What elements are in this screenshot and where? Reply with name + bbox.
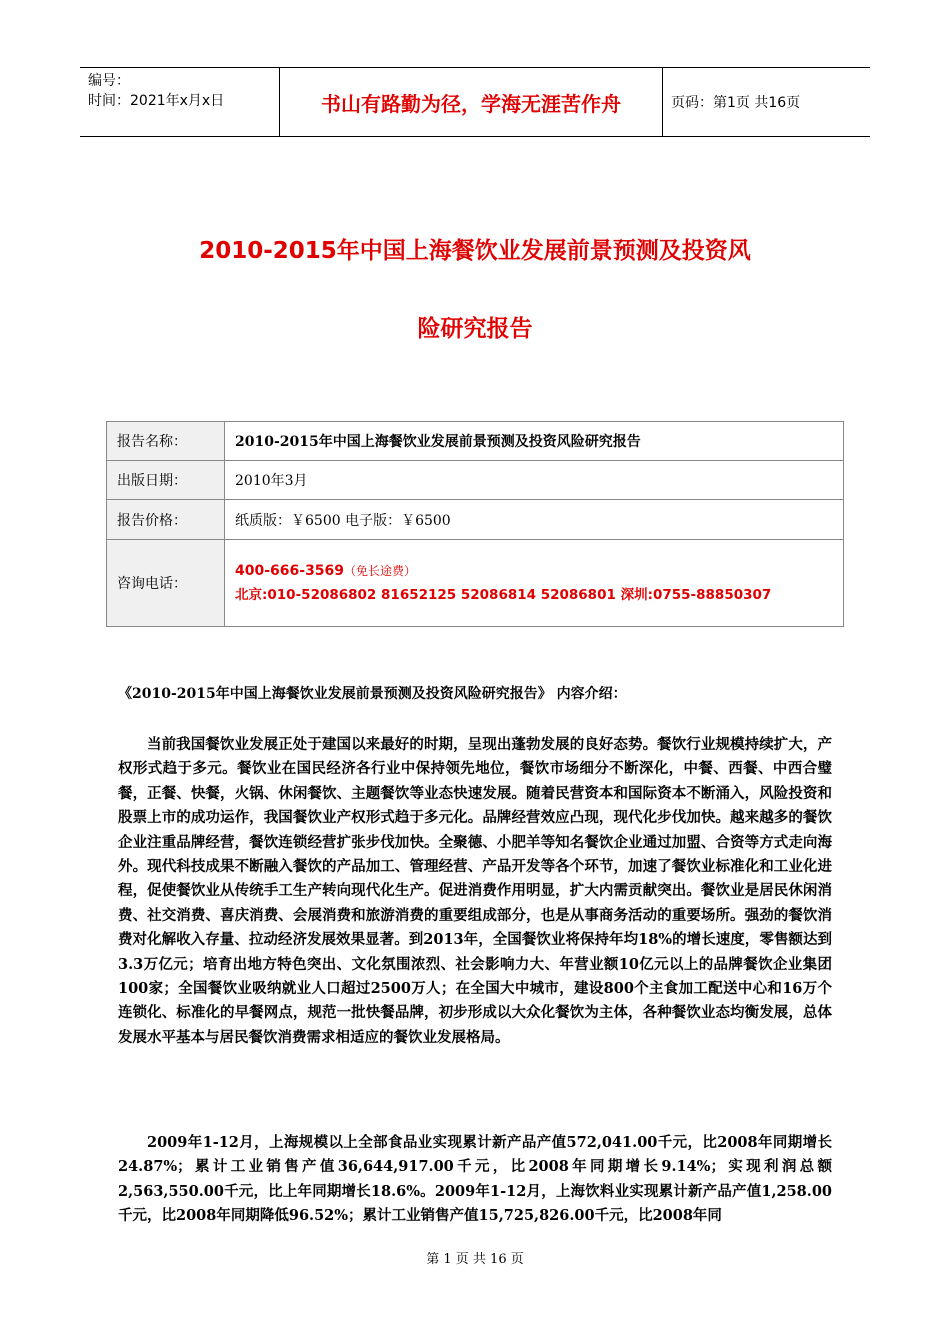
publish-date-value: 2010年3月 (225, 461, 844, 500)
report-name-label: 报告名称： (107, 422, 225, 461)
header-page-number: 页码：第1页 共16页 (671, 95, 801, 111)
publish-date-label: 出版日期： (107, 461, 225, 500)
header-meta (80, 68, 280, 136)
document-number: 编号： (88, 73, 130, 89)
intro-heading: 《2010-2015年中国上海餐饮业发展前景预测及投资风险研究报告》 内容介绍： (118, 686, 627, 702)
row-phone (107, 540, 844, 627)
row-price (107, 500, 844, 540)
city-phone-numbers: 北京:010-52086802 81652125 52086814 52086801 深圳:0755-88850307 (235, 587, 772, 603)
document-time: 时间：2021年x月x日 (88, 93, 225, 109)
report-info-table (106, 421, 844, 627)
hotline-note: （免长途费） (344, 564, 417, 578)
row-publish-date (107, 461, 844, 500)
price-label: 报告价格： (107, 500, 225, 540)
report-title-line1: 2010-2015年中国上海餐饮业发展前景预测及投资风 (199, 238, 751, 264)
header-motto: 书山有路勤为径，学海无涯苦作舟 (280, 68, 663, 136)
phone-label: 咨询电话： (107, 540, 225, 627)
report-title-line2: 险研究报告 (417, 316, 533, 342)
row-report-name (107, 422, 844, 461)
price-value: 纸质版：￥6500 电子版：￥6500 (225, 500, 844, 540)
page-header (80, 67, 870, 137)
hotline-number: 400-666-3569 (235, 563, 345, 579)
page-footer: 第 1 页 共 16 页 (426, 1252, 524, 1267)
content-paragraph-1: 当前我国餐饮业发展正处于建国以来最好的时期，呈现出蓬勃发展的良好态势。餐饮行业规模持续扩大，产权形式趋于多元。餐饮业在国民经济各行业中保持领先地位，餐饮市场细分不断深化，中餐、西餐、中西合璧餐，正餐、快餐，火锅、休闲餐饮、主题餐饮等业态快速发展。随着民营资本和国际资本不断涌入，风险投资和股票上市的成功运作，我国餐饮业产权形式趋于多元化。品牌经营效应凸现，现代化步伐加快。越来越多的餐饮企业注重品牌经营，餐饮连锁经营扩张步伐加快。全聚德、小肥羊等知名餐饮企业通过加盟、合资等方式走向海外。现代科技成果不断融入餐饮的产品加工、管理经营、产品开发等各个环节，加速了餐饮业标准化和工业化进程，促使餐饮业从传统手工生产转向现代化生产。促进消费作用明显，扩大内需贡献突出。餐饮业是居民休闲消费、社交消费、喜庆消费、会展消费和旅游消费的重要组成部分，也是从事商务活动的重要场所。强劲的餐饮消费对化解收入存量、拉动经济发展效果显著。到2013年，全国餐饮业将保持年均18%的增长速度，零售额达到3.3万亿元；培育出地方特色突出、文化氛围浓烈、社会影响力大、年营业额10亿元以上的品牌餐饮企业集团100家；全国餐饮业吸纳就业人口超过2500万人；在全国大中城市，建设800个主食加工配送中心和16万个连锁化、标准化的早餐网点，规范一批快餐品牌，初步形成以大众化餐饮为主体，各种餐饮业态均衡发展，总体发展水平基本与居民餐饮消费需求相适应的餐饮业发展格局。 (118, 736, 832, 1046)
report-name-value: 2010-2015年中国上海餐饮业发展前景预测及投资风险研究报告 (225, 422, 844, 461)
content-paragraph-2: 2009年1-12月，上海规模以上全部食品业实现累计新产品产值572,041.00千元，比2008年同期增长24.87%；累计工业销售产值36,644,917.00千元，比2008年同期增长9.14%；实现利润总额2,563,550.00千元，比上年同期增长18.6%。2009年1-12月，上海饮料业实现累计新产品产值1,258.00千元，比2008年同期降低96.52%；累计工业销售产值15,725,826.00千元，比2008年同 (118, 1134, 832, 1225)
phone-value (225, 540, 844, 627)
